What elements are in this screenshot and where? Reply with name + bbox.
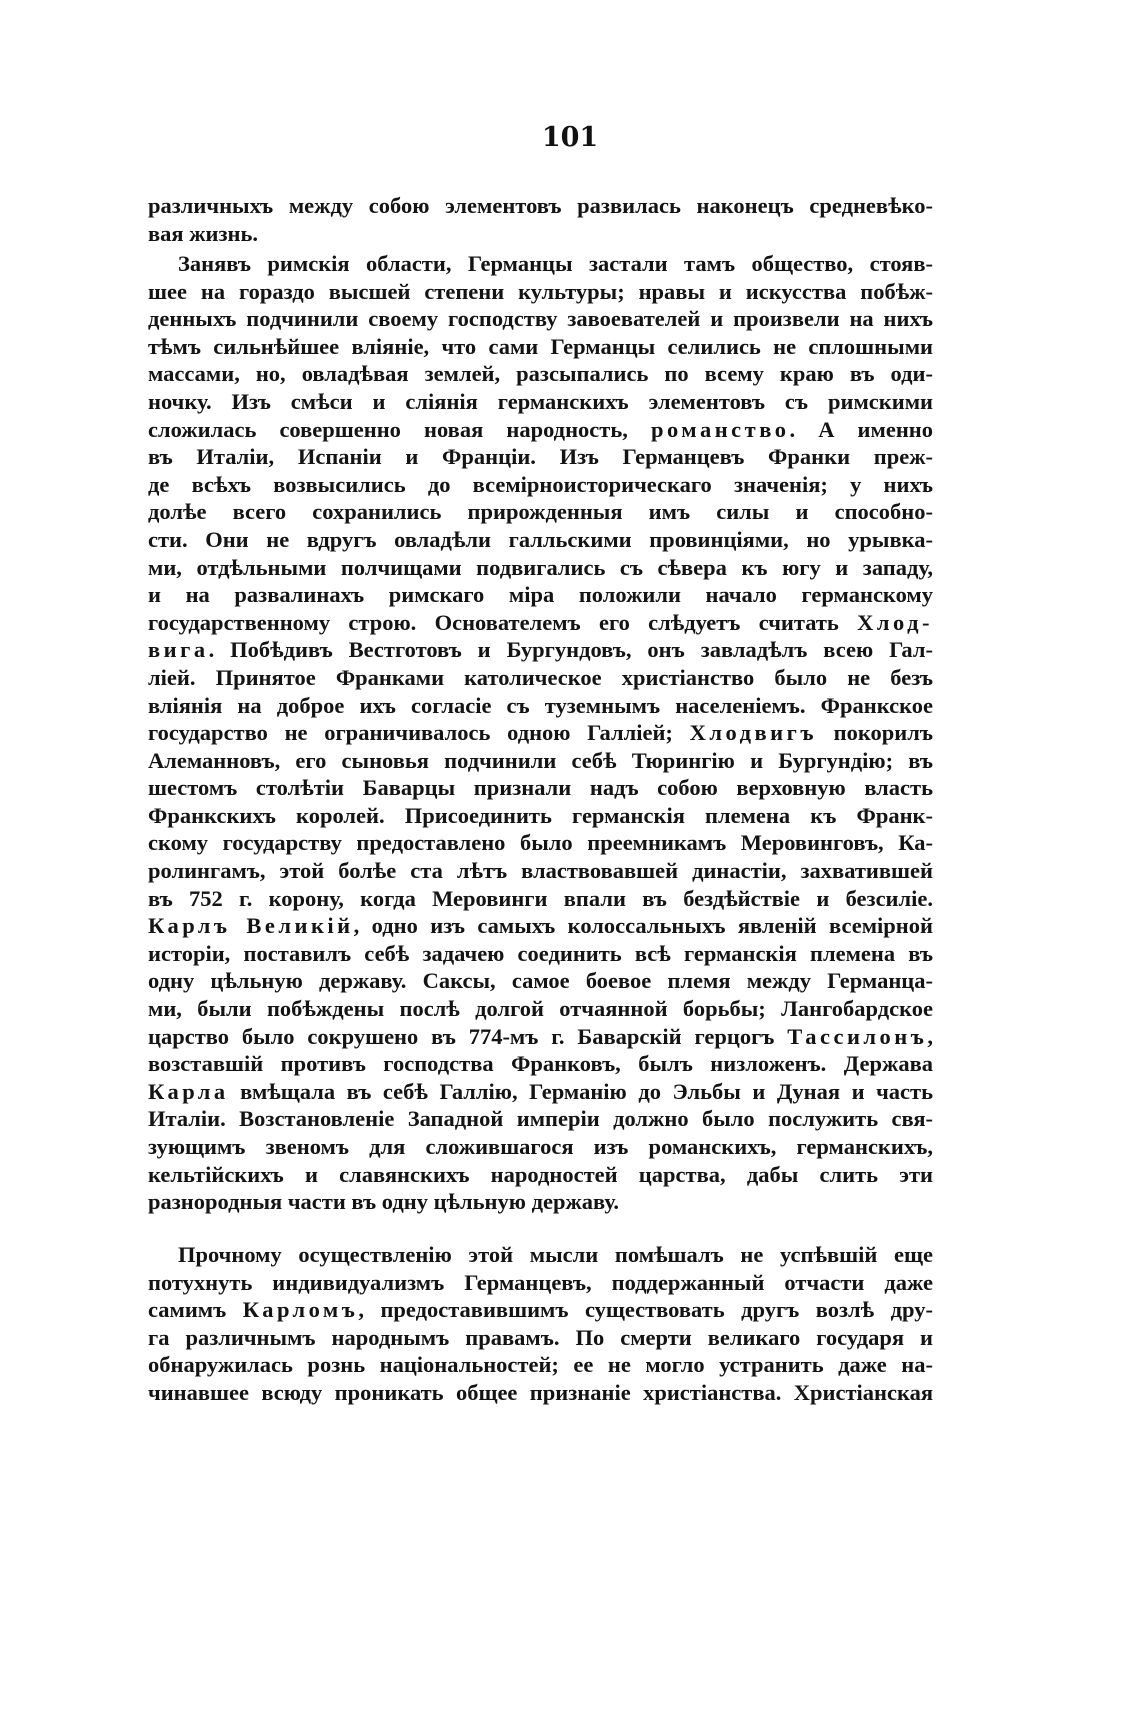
text-line: сти. Они не вдругъ овладѣли галльскими провинціями, но урывка- [148, 526, 933, 552]
text-line: въ Италіи, Испаніи и Франціи. Изъ Германцевъ Франки преж- [148, 444, 933, 470]
text-line: Карлъ Великій, одно изъ самыхъ колоссальныхъ явленій всемірной [148, 913, 933, 939]
text-line: ми, отдѣльными полчищами подвигались съ сѣвера къ югу и западу, [148, 554, 933, 580]
text-line: одну цѣльную державу. Саксы, самое боевое племя между Германца- [148, 968, 933, 994]
text-line: ночку. Изъ смѣси и слiянiя германскихъ элементовъ съ римскими [148, 388, 933, 414]
text-line: скому государству предоставлено было преемникамъ Меровинговъ, Ка- [148, 830, 933, 856]
spaced-emphasis: романство [650, 416, 790, 442]
spaced-emphasis: вига [148, 637, 209, 663]
text-line: чинавшее всюду проникать общее признаніе христіанства. Христіанская [148, 1379, 933, 1405]
text-line: государство не ограничивалось одною Галліей; Хлодвигъ покорилъ [148, 720, 933, 746]
spaced-emphasis: Хлод- [857, 609, 933, 635]
text-line: зующимъ звеномъ для сложившагося изъ романскихъ, германскихъ, [148, 1134, 933, 1159]
text-line: ми, были побѣждены послѣ долгой отчаянной борьбы; Лангобардское [148, 996, 933, 1022]
text-line: возставшій противъ господства Франковъ, былъ низложенъ. Держава [148, 1051, 933, 1077]
text-line: массами, но, овладѣвая землей, разсыпались по всему краю въ оди- [148, 361, 933, 387]
text-line: Карла вмѣщала въ себѣ Галлію, Германію до Эльбы и Дуная и часть [148, 1078, 933, 1104]
paragraph-2 [148, 250, 933, 1216]
text-line: различныхъ между собою элементовъ развилась наконецъ средневѣко- [148, 193, 933, 218]
paragraph-1 [148, 192, 933, 247]
text-line: шее на гораздо высшей степени культуры; нравы и искусства побѣж- [148, 278, 933, 304]
paragraph-3 [148, 1241, 933, 1407]
text-line: Алеманновъ, его сыновья подчинили себѣ Тюрингію и Бургундію; въ [148, 747, 933, 773]
text-line: Италіи. Возстановленіе Западной имперіи должно было послужить свя- [148, 1106, 933, 1132]
text-line: разнородныя части въ одну цѣльную державу. [148, 1189, 620, 1215]
text-line: Занявъ римскія области, Германцы застали тамъ общество, стояв- [178, 251, 933, 276]
spaced-emphasis: Карла [148, 1078, 229, 1104]
text-line: ролингамъ, этой болѣе ста лѣтъ властвовавшей династіи, захватившей [148, 858, 933, 884]
text-line: обнаружилась рознь національностей; ее не могло устранить даже на- [148, 1352, 933, 1378]
text-line: вига. Побѣдивъ Вестготовъ и Бургундовъ, онъ завладѣлъ всею Гал- [148, 637, 933, 663]
text-line: самимъ Карломъ, предоставившимъ существовать другъ возлѣ дру- [148, 1297, 933, 1323]
text-line: тѣмъ сильнѣйшее вліяніе, что сами Германцы селились не сплошными [148, 333, 933, 359]
page-number: 101 [541, 122, 599, 153]
text-line: и на развалинахъ римскаго міра положили начало германскому [148, 582, 933, 608]
text-line: потухнуть индивидуализмъ Германцевъ, поддержанный отчасти даже [148, 1269, 933, 1295]
text-line: денныхъ подчинили своему господству завоевателей и произвели на нихъ [148, 306, 933, 332]
spaced-emphasis: Тассилонъ [787, 1023, 928, 1049]
text-line: государственному строю. Основателемъ его слѣдуетъ считать Хлод- [148, 609, 933, 635]
text-line: исторіи, поставилъ себѣ задачею соединить всѣ германскія племена въ [148, 940, 933, 966]
text-line: кельтійскихъ и славянскихъ народностей царства, дабы слить эти [148, 1161, 933, 1187]
text-line: сложилась совершенно новая народность, романство. А именно [148, 416, 933, 442]
text-line: Прочному осуществленію этой мысли помѣшалъ не успѣвшій еще [178, 1242, 933, 1267]
spaced-emphasis: Хлодвигъ [689, 720, 817, 746]
text-line: царство было сокрушено въ 774-мъ г. Баварскій герцогъ Тассилонъ, [148, 1023, 933, 1049]
text-line: га различнымъ народнымъ правамъ. По смерти великаго государя и [148, 1324, 933, 1350]
text-line: вая жизнь. [148, 220, 259, 246]
spaced-emphasis: Карлъ Великій [148, 913, 354, 939]
text-line: долѣе всего сохранились прирожденныя имъ силы и способно- [148, 499, 933, 525]
text-line: въ 752 г. корону, когда Меровинги впали въ бездѣйствіе и безсиліе. [148, 885, 933, 911]
text-line: вліянія на доброе ихъ согласіе съ туземнымъ населеніемъ. Франкское [148, 692, 933, 718]
text-line: де всѣхъ возвысились до всемірноисторическаго значенія; у нихъ [148, 471, 933, 497]
text-line: ліей. Принятое Франками католическое христіанство было не безъ [148, 664, 933, 690]
spaced-emphasis: Карломъ [242, 1297, 359, 1323]
text-line: шестомъ столѣтіи Баварцы признали надъ собою верховную власть [148, 775, 933, 801]
text-line: Франкскихъ королей. Присоединить германскія племена къ Франк- [148, 802, 933, 828]
